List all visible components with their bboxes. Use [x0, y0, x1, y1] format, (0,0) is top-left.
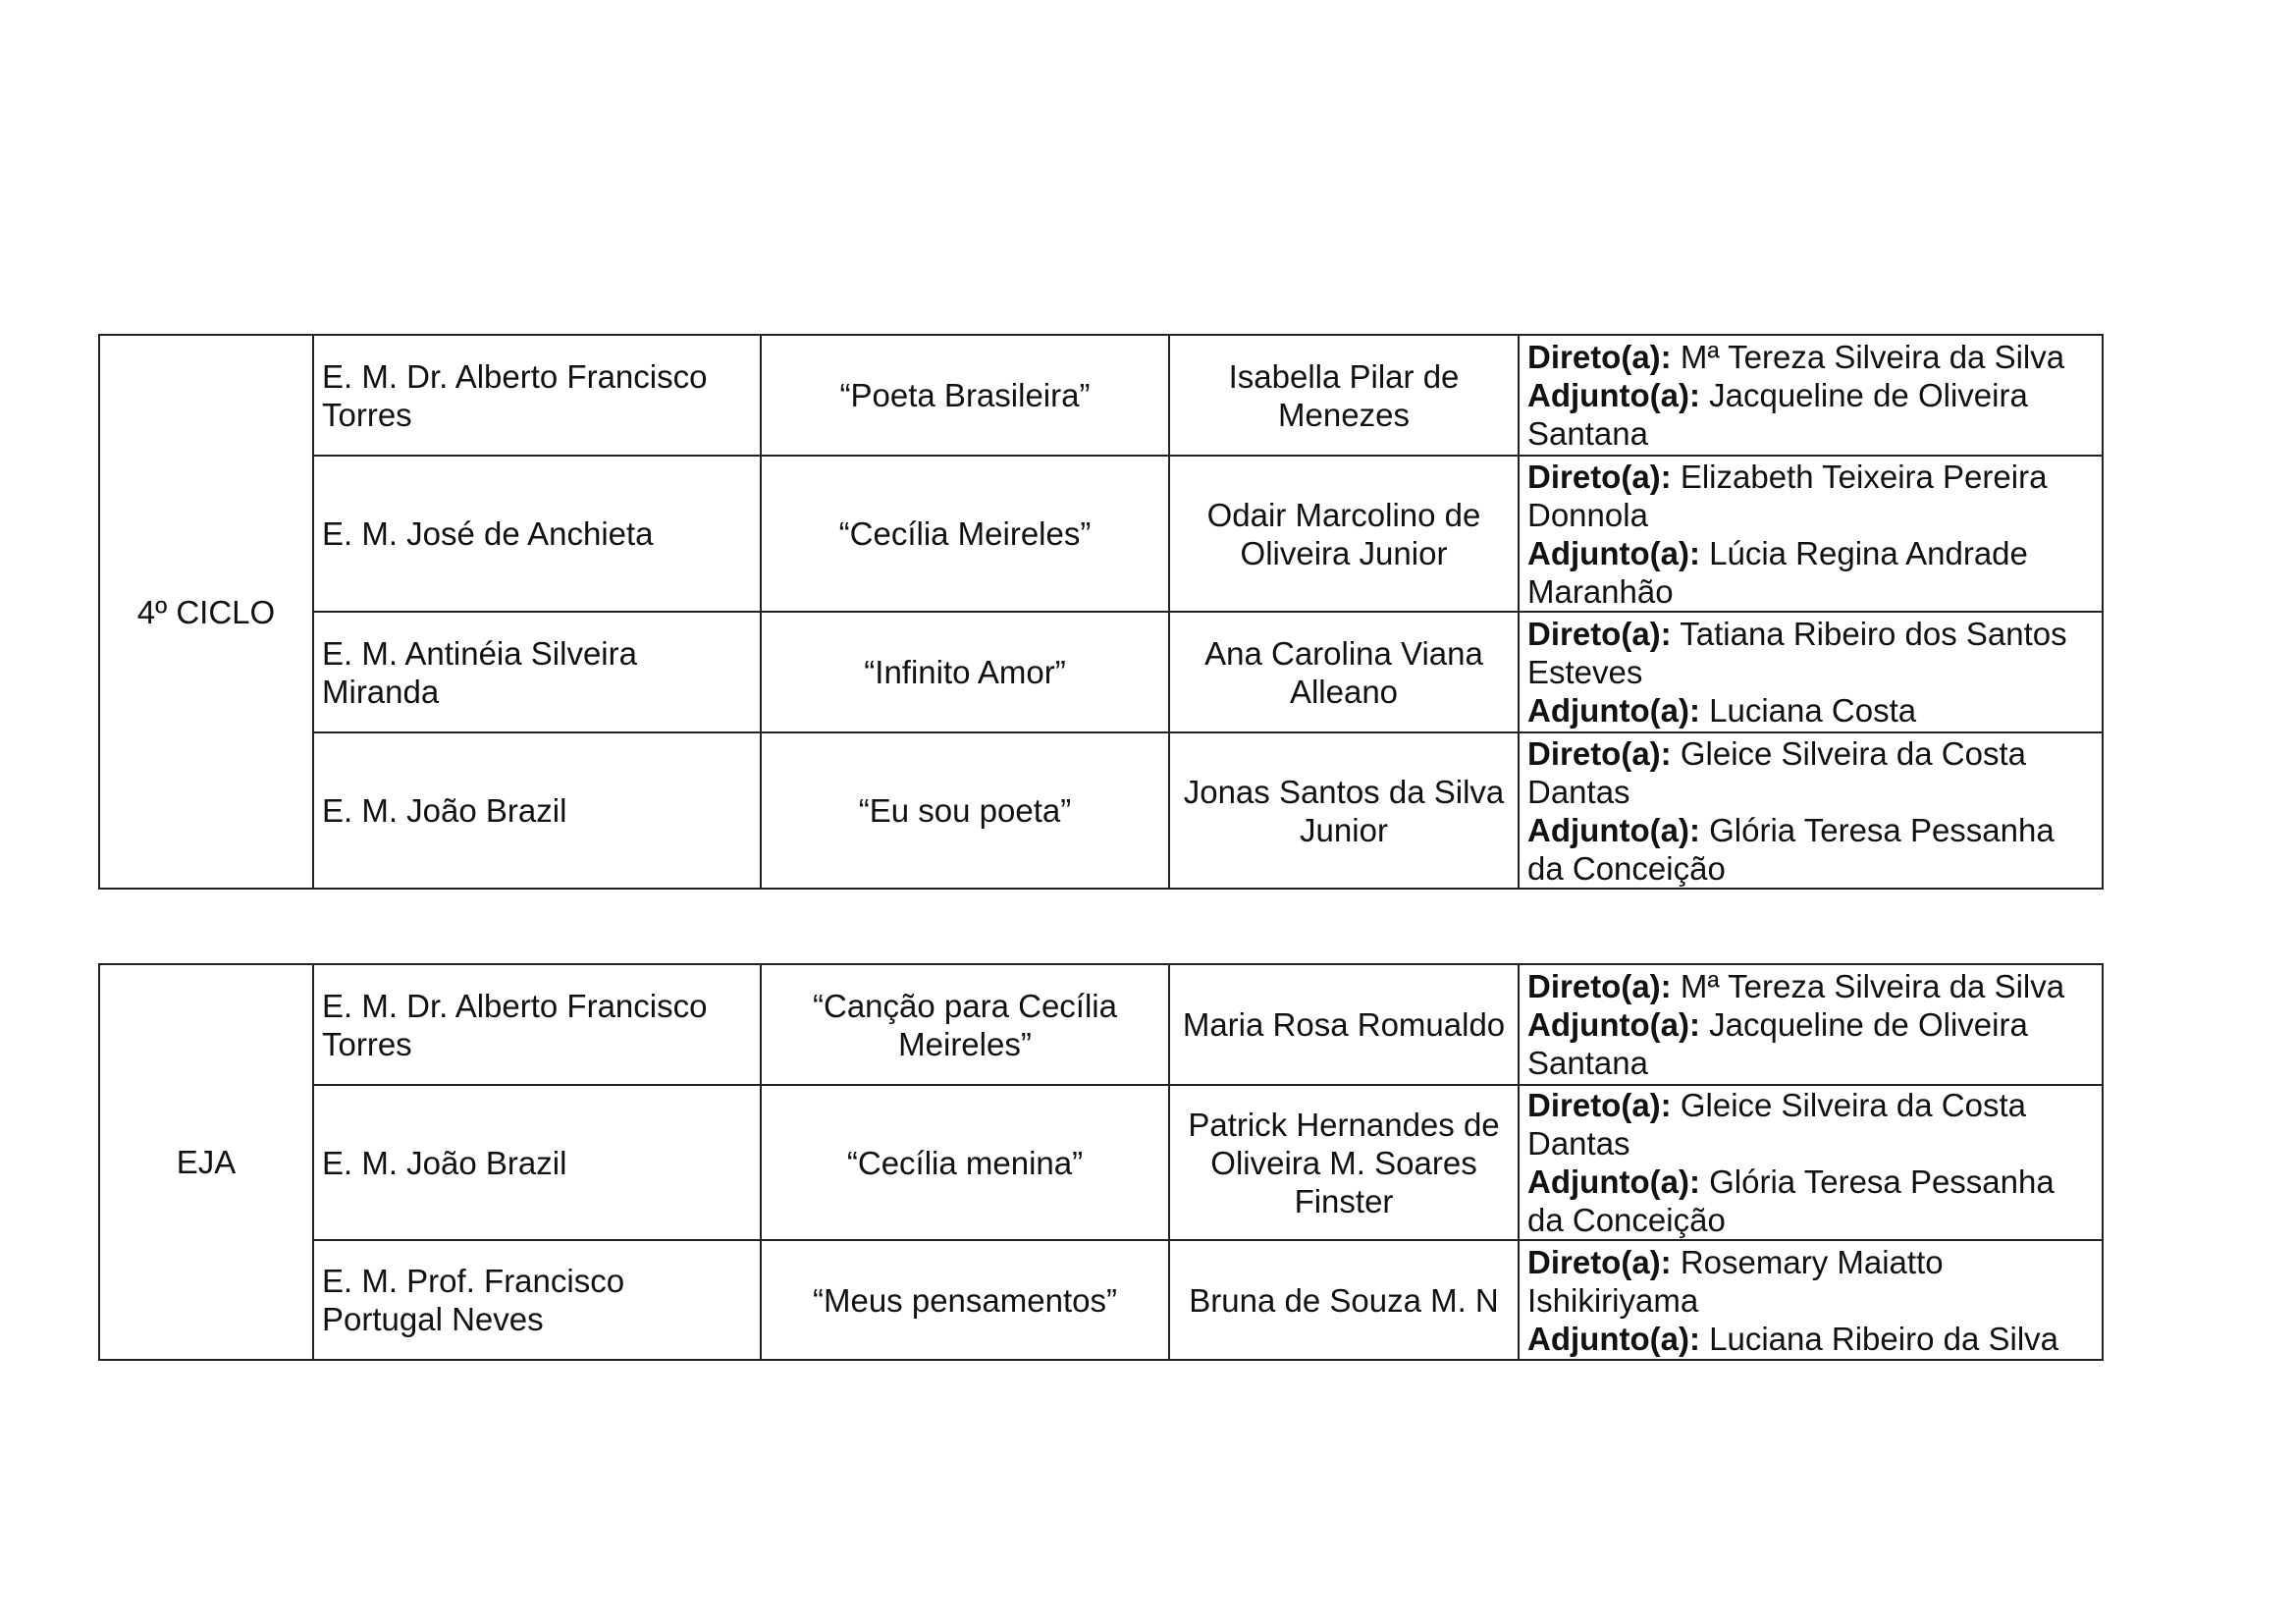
table-eja [98, 963, 2104, 1361]
school-name: E. M. Dr. Alberto Francisco Torres [313, 335, 761, 456]
director-name: Elizabeth Teixeira Pereira Donnola [1527, 458, 2048, 533]
cycle-label: EJA [99, 964, 313, 1360]
deputy-name: Glória Teresa Pessanha da Conceição [1527, 1163, 2055, 1238]
table-row [99, 456, 2103, 612]
director-line [1527, 458, 2094, 534]
table-row [99, 1085, 2103, 1240]
table-row [99, 335, 2103, 456]
school-staff [1519, 1240, 2103, 1360]
director-line [1527, 338, 2094, 376]
director-name: Mª Tereza Silveira da Silva [1680, 968, 2065, 1004]
deputy-label: Adjunto(a): [1527, 1320, 1700, 1357]
school-staff [1519, 612, 2103, 732]
table-row [99, 1240, 2103, 1360]
school-staff [1519, 964, 2103, 1085]
poem-title: “Infinito Amor” [761, 612, 1169, 732]
director-name: Tatiana Ribeiro dos Santos Esteves [1527, 616, 2067, 690]
deputy-label: Adjunto(a): [1527, 1006, 1700, 1043]
school-staff [1519, 456, 2103, 612]
deputy-name: Jacqueline de Oliveira Santana [1527, 1006, 2028, 1081]
school-staff [1519, 732, 2103, 889]
deputy-line [1527, 376, 2094, 453]
poem-title: “Canção para Cecília Meireles” [761, 964, 1169, 1085]
student-name: Odair Marcolino de Oliveira Junior [1169, 456, 1519, 612]
deputy-line [1527, 1320, 2094, 1358]
poem-title: “Eu sou poeta” [761, 732, 1169, 889]
director-line [1527, 734, 2094, 811]
school-name: E. M. João Brazil [313, 732, 761, 889]
deputy-line [1527, 534, 2094, 611]
deputy-label: Adjunto(a): [1527, 692, 1700, 729]
director-name: Rosemary Maiatto Ishikiriyama [1527, 1243, 1944, 1319]
student-name: Jonas Santos da Silva Junior [1169, 732, 1519, 889]
director-name: Mª Tereza Silveira da Silva [1680, 339, 2065, 375]
student-name: Ana Carolina Viana Alleano [1169, 612, 1519, 732]
director-label: Direto(a): [1527, 968, 1672, 1004]
student-name: Patrick Hernandes de Oliveira M. Soares Finster [1169, 1085, 1519, 1240]
director-line [1527, 967, 2094, 1005]
director-label: Direto(a): [1527, 339, 1672, 375]
director-label: Direto(a): [1527, 1243, 1672, 1280]
director-name: Gleice Silveira da Costa Dantas [1527, 734, 2026, 810]
director-line [1527, 615, 2094, 691]
cycle-label: 4º CICLO [99, 335, 313, 889]
student-name: Bruna de Souza M. N [1169, 1240, 1519, 1360]
deputy-line [1527, 1005, 2094, 1082]
poem-title: “Meus pensamentos” [761, 1240, 1169, 1360]
school-staff [1519, 335, 2103, 456]
deputy-name: Luciana Costa [1709, 692, 1917, 729]
school-name: E. M. Antinéia Silveira Miranda [313, 612, 761, 732]
table-row [99, 612, 2103, 732]
school-name: E. M. José de Anchieta [313, 456, 761, 612]
director-label: Direto(a): [1527, 458, 1672, 495]
deputy-line [1527, 691, 2094, 730]
director-label: Direto(a): [1527, 734, 1672, 772]
deputy-line [1527, 811, 2094, 888]
deputy-name: Lúcia Regina Andrade Maranhão [1527, 534, 2028, 610]
school-name: E. M. Prof. Francisco Portugal Neves [313, 1240, 761, 1360]
deputy-name: Luciana Ribeiro da Silva [1709, 1320, 2059, 1357]
table-row [99, 732, 2103, 889]
table-row [99, 964, 2103, 1085]
deputy-label: Adjunto(a): [1527, 811, 1700, 848]
student-name: Isabella Pilar de Menezes [1169, 335, 1519, 456]
deputy-label: Adjunto(a): [1527, 534, 1700, 571]
deputy-line [1527, 1163, 2094, 1239]
deputy-name: Jacqueline de Oliveira Santana [1527, 377, 2028, 452]
director-line [1527, 1243, 2094, 1320]
director-label: Direto(a): [1527, 1087, 1672, 1123]
student-name: Maria Rosa Romualdo [1169, 964, 1519, 1085]
director-name: Gleice Silveira da Costa Dantas [1527, 1087, 2026, 1162]
poem-title: “Poeta Brasileira” [761, 335, 1169, 456]
poem-title: “Cecília menina” [761, 1085, 1169, 1240]
deputy-name: Glória Teresa Pessanha da Conceição [1527, 811, 2055, 887]
school-name: E. M. Dr. Alberto Francisco Torres [313, 964, 761, 1085]
deputy-label: Adjunto(a): [1527, 1163, 1700, 1200]
table-4-ciclo [98, 334, 2104, 890]
deputy-label: Adjunto(a): [1527, 377, 1700, 413]
school-staff [1519, 1085, 2103, 1240]
director-label: Direto(a): [1527, 616, 1672, 652]
poem-title: “Cecília Meireles” [761, 456, 1169, 612]
director-line [1527, 1086, 2094, 1163]
school-name: E. M. João Brazil [313, 1085, 761, 1240]
